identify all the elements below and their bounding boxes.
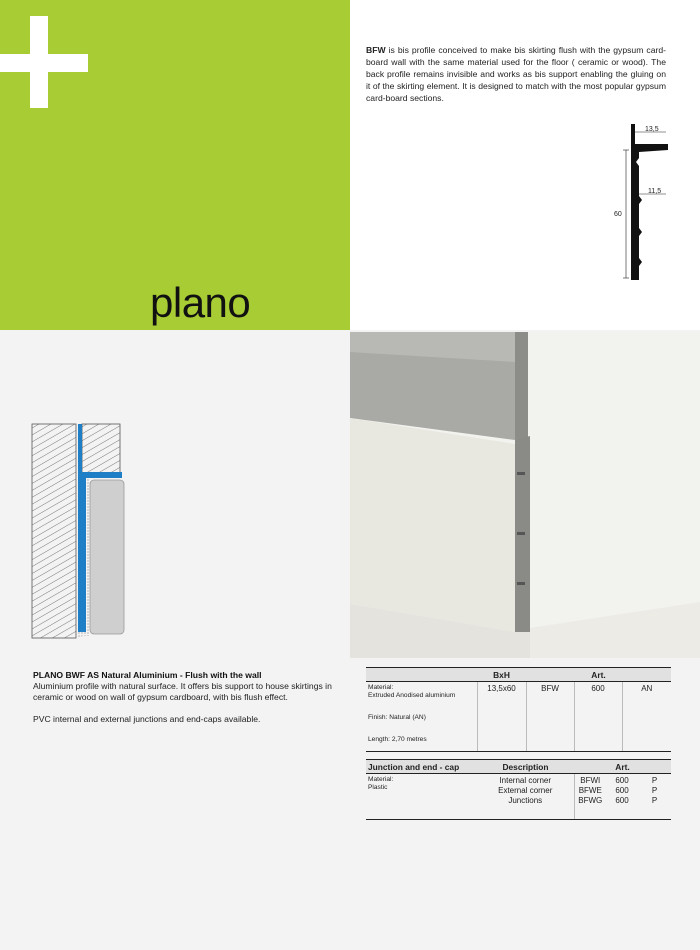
spec-length: Length: 2,70 metres	[368, 736, 427, 743]
plus-icon-horizontal	[0, 54, 88, 72]
junction-desc-item: Internal corner	[499, 776, 552, 785]
spec-finish-value: AN	[622, 682, 671, 752]
spec-material-cell	[366, 682, 477, 752]
junction-finish-item: P	[651, 786, 658, 795]
spec-header-row	[366, 668, 671, 682]
title-plain: plano	[150, 279, 251, 326]
spec-bxh-value: 13,5x60	[477, 682, 526, 752]
junction-body-row	[366, 774, 671, 820]
junction-finish-item: P	[651, 796, 658, 805]
junction-code-item: BFWG	[578, 796, 603, 805]
junction-table	[366, 759, 671, 820]
junction-finishes	[638, 774, 671, 820]
junction-codes	[574, 774, 606, 820]
junction-num-item: 600	[615, 776, 629, 785]
junction-header-row	[366, 760, 671, 774]
junction-material-value: Plastic	[368, 784, 388, 791]
junction-finish-item: P	[651, 776, 658, 785]
wall-section-drawing	[30, 422, 126, 640]
intro-bold: BFW	[366, 45, 386, 55]
profile-technical-drawing	[612, 118, 678, 288]
intro-text: is bis profile conceived to make bis skirting flush with the gypsum card-board wall with the same material used for the floor ( ceramic or wood). The back profile remains invisible and works as bis support enabling the gluing on it of the skirting element. It is designed to match with the most popular gypsum card-board sections.	[366, 45, 666, 103]
spec-num-value: 600	[574, 682, 622, 752]
dim-top-label: 13,5	[645, 126, 659, 133]
spec-header-art: Art.	[526, 668, 671, 682]
junction-code-item: BFWI	[580, 776, 601, 785]
junction-desc-item: External corner	[498, 786, 553, 795]
spec-finish: Finish: Natural (AN)	[368, 714, 426, 721]
junction-header-name: Junction and end - cap	[366, 760, 477, 774]
junction-material-label: Material:	[368, 776, 394, 783]
product-heading: PLANO BWF AS Natural Aluminium - Flush with the wall	[33, 670, 262, 680]
product-photo	[350, 332, 700, 658]
spec-code-value: BFW	[526, 682, 574, 752]
green-title-panel	[0, 0, 350, 330]
junction-header-description: Description	[477, 760, 574, 774]
spec-table	[366, 667, 671, 752]
dim-mid-label: 11,5	[648, 188, 662, 195]
junction-desc-item: Junctions	[508, 796, 543, 805]
junction-descriptions	[477, 774, 574, 820]
junction-nums	[606, 774, 638, 820]
junction-num-item: 600	[615, 786, 629, 795]
spec-header-bxh: BxH	[477, 668, 526, 682]
junction-material-cell	[366, 774, 477, 820]
junction-code-item: BFWE	[578, 786, 602, 795]
middle-section	[0, 330, 700, 660]
spec-body-row	[366, 682, 671, 752]
dim-height-label: 60	[614, 211, 622, 218]
junction-num-item: 600	[615, 796, 629, 805]
intro-paragraph	[366, 44, 666, 104]
product-description: Aluminium profile with natural surface. It offers bis support to house skirtings in ceramic or wood on wall of gypsum cardboard, with bis flush effect.	[33, 681, 332, 702]
spec-header-empty	[366, 668, 477, 682]
junction-header-art: Art.	[574, 760, 671, 774]
spec-material-value: Extruded Anodised aluminium	[368, 692, 456, 699]
top-section	[0, 0, 700, 330]
spec-material-label: Material:	[368, 684, 394, 691]
product-note: PVC internal and external junctions and end-caps available.	[33, 714, 261, 724]
